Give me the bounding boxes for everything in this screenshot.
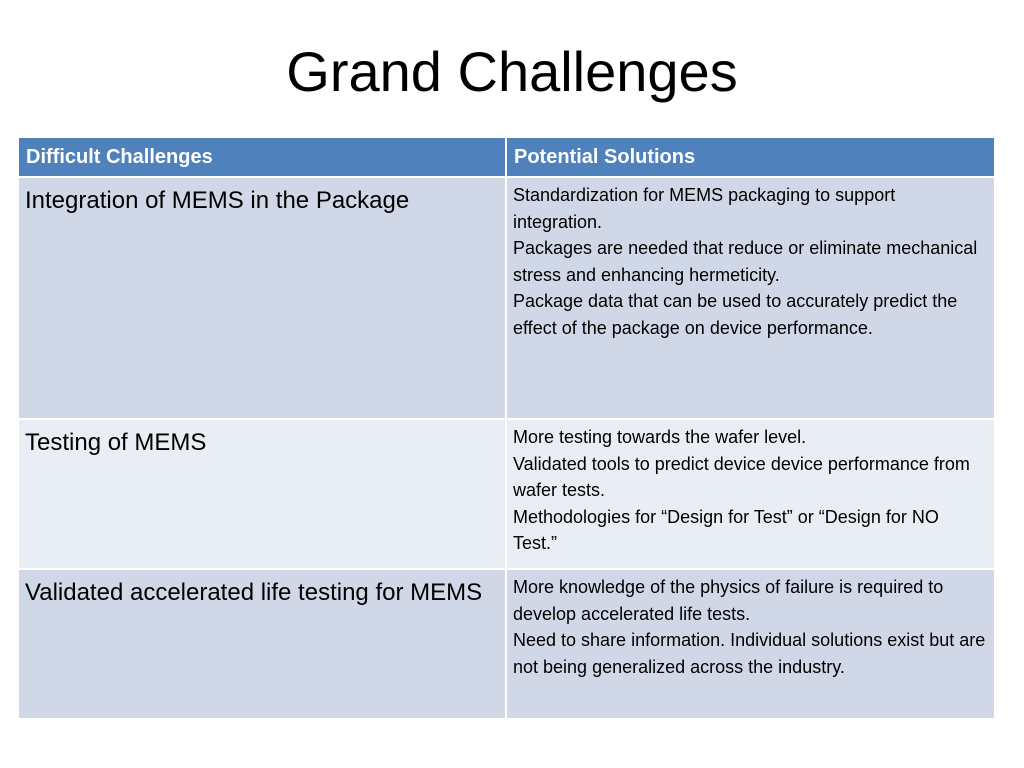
column-header-solutions: Potential Solutions — [506, 137, 995, 177]
challenge-cell: Testing of MEMS — [18, 419, 506, 569]
table-row — [18, 419, 995, 569]
table-row — [18, 177, 995, 419]
solution-item: Standardization for MEMS packaging to support integration. — [513, 185, 896, 232]
solution-item: More knowledge of the physics of failure is required to develop accelerated life tests. — [513, 577, 944, 624]
challenge-cell: Integration of MEMS in the Package — [18, 177, 506, 419]
solution-item: Package data that can be used to accurately predict the effect of the package on device performance. — [513, 291, 958, 338]
solutions-cell — [506, 177, 995, 419]
challenges-table — [17, 136, 996, 720]
solutions-cell — [506, 419, 995, 569]
solution-item: Need to share information. Individual solutions exist but are not being generalized across the industry. — [513, 630, 986, 677]
solution-item: Packages are needed that reduce or eliminate mechanical stress and enhancing hermeticity. — [513, 238, 978, 285]
page-title: Grand Challenges — [286, 40, 738, 103]
challenge-cell: Validated accelerated life testing for MEMS — [18, 569, 506, 719]
solutions-cell — [506, 569, 995, 719]
solution-item: Validated tools to predict device device performance from wafer tests. — [513, 453, 970, 500]
table-header-row — [18, 137, 995, 177]
table-row — [18, 569, 995, 719]
solution-item: More testing towards the wafer level. — [513, 427, 807, 447]
column-header-challenges: Difficult Challenges — [18, 137, 506, 177]
solution-item: Methodologies for “Design for Test” or “Design for NO Test.” — [513, 506, 939, 553]
